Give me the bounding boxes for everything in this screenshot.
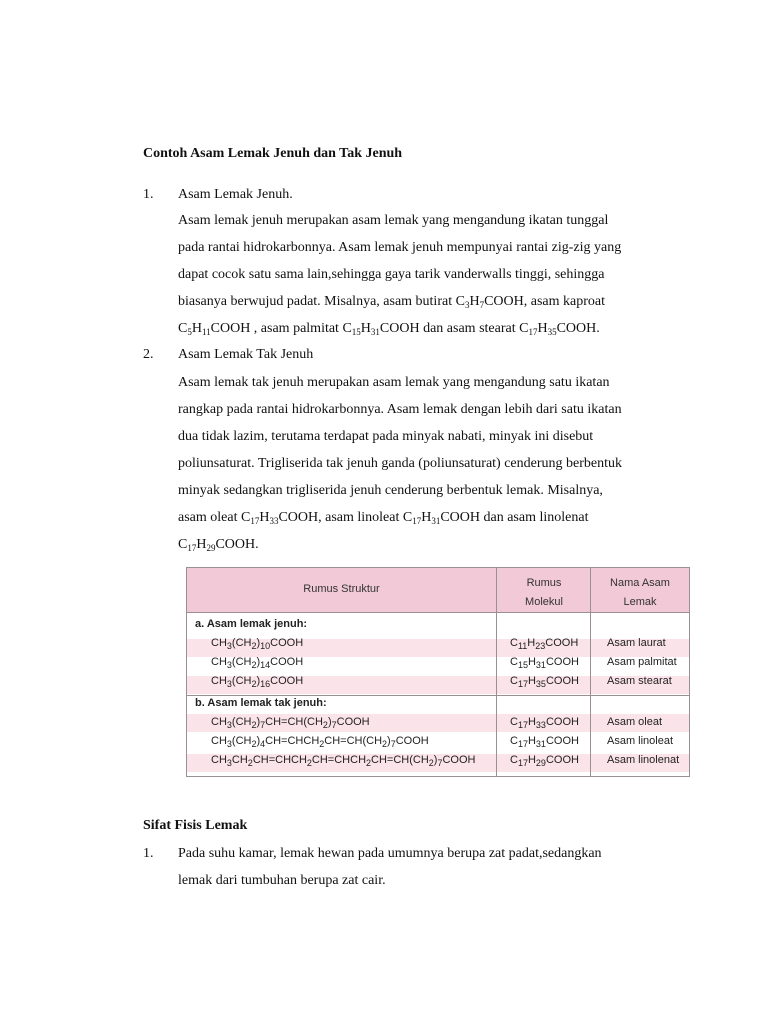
- list-number-1: 1.: [143, 187, 154, 202]
- table-cell-structure: $CH_3(CH_2)_{14}COOH$: [211, 656, 304, 670]
- table-section-label: a. Asam lemak jenuh:: [195, 618, 308, 630]
- table-cell-formula: $C_{17}H_{35}COOH$: [510, 675, 579, 689]
- table-cell-formula: $C_{17}H_{31}COOH$: [510, 735, 579, 749]
- text-line: pada rantai hidrokarbonnya. Asam lemak jenuh mempunyai rantai zig-zig yang: [178, 240, 622, 255]
- table-cell-name: Asam stearat: [607, 675, 672, 687]
- text-line: poliunsaturat. Trigliserida tak jenuh ganda (poliunsaturat) cenderung berbentuk: [178, 456, 623, 471]
- table-cell-formula: $C_{17}H_{33}COOH$: [510, 716, 579, 730]
- paragraph-unsaturated-fatty-acid: [178, 369, 660, 558]
- table-cell-name: Asam linolenat: [607, 754, 680, 766]
- paragraph-physical-property-1: [178, 840, 660, 894]
- section-heading-fatty-acid-examples: Contoh Asam Lemak Jenuh dan Tak Jenuh: [143, 146, 403, 161]
- text-line: dua tidak lazim, terutama terdapat pada minyak nabati, minyak ini disebut: [178, 429, 594, 444]
- text-line: Asam lemak tak jenuh merupakan asam lemak yang mengandung satu ikatan: [178, 375, 610, 390]
- list-number-2: 2.: [143, 347, 154, 362]
- section-heading-physical-properties: Sifat Fisis Lemak: [143, 818, 248, 833]
- table-header-molecular: Rumus Molekul: [525, 577, 563, 608]
- table-cell-structure: $CH_3CH_2CH=CHCH_2CH=CHCH_2CH=CH(CH_2)_7COOH$: [211, 754, 476, 768]
- text-line-formula: $C_5H_{11}COOH$ , asam palmitat $C_{15}H_{31}COOH$ dan asam stearat $C_{17}H_{35}COOH$.: [178, 321, 600, 337]
- paragraph-saturated-fatty-acid: [178, 207, 660, 342]
- list-item-title-saturated: Asam Lemak Jenuh.: [178, 187, 293, 202]
- table-cell-formula: $C_{17}H_{29}COOH$: [510, 754, 579, 768]
- list-number-1: 1.: [143, 846, 154, 861]
- text-line: Pada suhu kamar, lemak hewan pada umumnya berupa zat padat,sedangkan: [178, 846, 602, 861]
- list-item-title-unsaturated: Asam Lemak Tak Jenuh: [178, 347, 314, 362]
- table-header-structure: Rumus Struktur: [303, 583, 380, 595]
- table-cell-structure: $CH_3(CH_2)_4CH=CHCH_2CH=CH(CH_2)_7COOH$: [211, 735, 429, 749]
- text-line-formula: asam oleat $C_{17}H_{33}COOH$, asam linoleat $C_{17}H_{31}COOH$ dan asam linolenat: [178, 510, 589, 526]
- text-line: rangkap pada rantai hidrokarbonnya. Asam lemak dengan lebih dari satu ikatan: [178, 402, 622, 417]
- table-divider: [496, 568, 497, 776]
- table-cell-formula: $C_{15}H_{31}COOH$: [510, 656, 579, 670]
- text-line-formula: biasanya berwujud padat. Misalnya, asam butirat $C_3H_7COOH$, asam kaproat: [178, 294, 605, 310]
- table-divider: [590, 568, 591, 776]
- table-cell-structure: $CH_3(CH_2)_{10}COOH$: [211, 637, 304, 651]
- text-line: Asam lemak jenuh merupakan asam lemak yang mengandung ikatan tunggal: [178, 213, 609, 228]
- table-cell-name: Asam oleat: [607, 716, 663, 728]
- text-line-formula: $C_{17}H_{29}COOH$.: [178, 537, 259, 553]
- table-cell-name: Asam linoleat: [607, 735, 674, 747]
- table-cell-structure: $CH_3(CH_2)_{16}COOH$: [211, 675, 304, 689]
- table-cell-structure: $CH_3(CH_2)_7CH=CH(CH_2)_7COOH$: [211, 716, 370, 730]
- text-line: lemak dari tumbuhan berupa zat cair.: [178, 873, 386, 888]
- table-cell-name: Asam laurat: [607, 637, 666, 649]
- table-section-label: b. Asam lemak tak jenuh:: [195, 697, 327, 709]
- table-header-name: Nama Asam Lemak: [610, 577, 670, 608]
- text-line: dapat cocok satu sama lain,sehingga gaya tarik vanderwalls tinggi, sehingga: [178, 267, 605, 282]
- fatty-acid-table: [186, 567, 690, 777]
- table-cell-formula: $C_{11}H_{23}COOH$: [510, 637, 579, 651]
- table-cell-name: Asam palmitat: [607, 656, 677, 668]
- text-line: minyak sedangkan trigliserida jenuh cenderung berbentuk lemak. Misalnya,: [178, 483, 603, 498]
- table-divider: [187, 695, 689, 696]
